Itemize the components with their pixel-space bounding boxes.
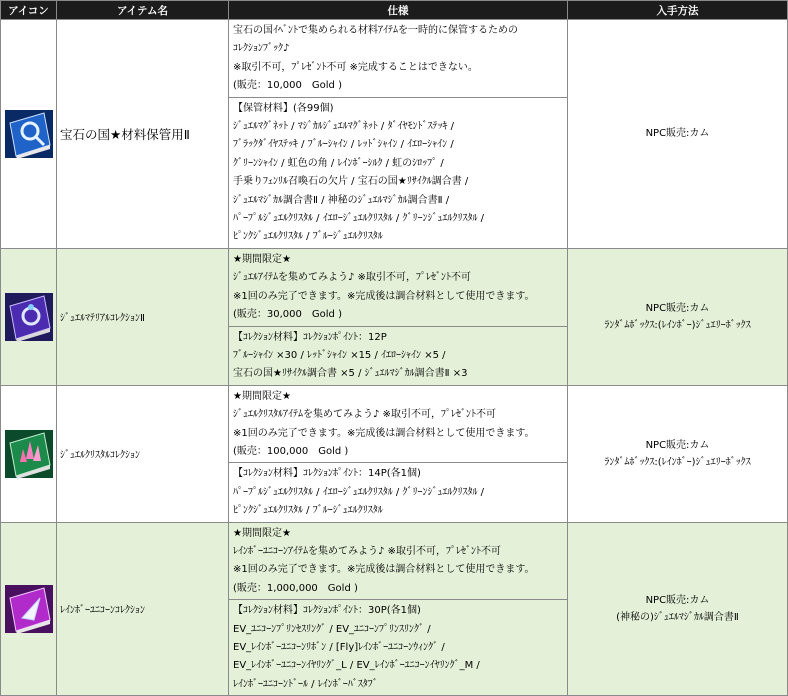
icon-cell <box>1 20 57 249</box>
acquisition-line: NPC販売:カム <box>645 302 710 314</box>
spec-materials <box>229 600 568 696</box>
spec-line: 【ｺﾚｸｼｮﾝ材料】ｺﾚｸｼｮﾝﾎﾟｲﾝﾄ：14P(各1個) <box>233 468 421 480</box>
spec-line: ★期間限定★ <box>233 390 291 402</box>
acquisition-line: ﾗﾝﾀﾞﾑﾎﾞｯｸｽ:(ﾚｲﾝﾎﾞｰ)ｼﾞｭｴﾘｰﾎﾞｯｸｽ <box>604 319 751 331</box>
spec-line: ﾋﾟﾝｸｼﾞｭｴﾙｸﾘｽﾀﾙ / ﾌﾞﾙｰｼﾞｭｴﾙｸﾘｽﾀﾙ <box>233 505 383 517</box>
acquisition-line: ﾗﾝﾀﾞﾑﾎﾞｯｸｽ:(ﾚｲﾝﾎﾞｰ)ｼﾞｭｴﾘｰﾎﾞｯｸｽ <box>604 456 751 468</box>
spec-line: ※取引不可，ﾌﾟﾚｾﾞﾝﾄ不可 ※完成することはできない。 <box>233 61 478 73</box>
item-name-text: 宝石の国★材料保管用Ⅱ <box>60 126 190 142</box>
spec-line: 宝石の国★ﾘｻｲｸﾙ調合書 ×5 / ｼﾞｭｴﾙﾏｼﾞｶﾙ調合書Ⅱ ×3 <box>233 368 468 380</box>
spec-line: ※1回のみ完了できます。※完成後は調合材料として使用できます。 <box>233 564 535 576</box>
spec-line: ｼﾞｭｴﾙｸﾘｽﾀﾙｱｲﾃﾑを集めてみよう♪ ※取引不可，ﾌﾟﾚｾﾞﾝﾄ不可 <box>233 409 496 421</box>
spec-line: ｺﾚｸｼｮﾝﾌﾞｯｸ♪ <box>233 43 290 55</box>
spec-line: ｼﾞｭｴﾙﾏｸﾞﾈｯﾄ / ﾏｼﾞｶﾙｼﾞｭｴﾙﾏｸﾞﾈｯﾄ / ﾀﾞｲﾔﾓﾝﾄﾞｽﾃｯｷ / <box>233 121 455 133</box>
spec-line: ﾚｲﾝﾎﾞｰﾕﾆｺｰﾝｱｲﾃﾑを集めてみよう♪ ※取引不可，ﾌﾟﾚｾﾞﾝﾄ不可 <box>233 545 501 557</box>
acquisition-line: (神秘の)ｼﾞｭｴﾙﾏｼﾞｶﾙ調合書Ⅱ <box>616 611 739 623</box>
table-row <box>1 522 788 600</box>
header-name: アイテム名 <box>57 1 229 20</box>
acquisition-line: NPC販売:カム <box>645 128 710 140</box>
table-header-row <box>1 1 788 20</box>
spec-line: ﾚｲﾝﾎﾞｰﾕﾆｺｰﾝﾄﾞｰﾙ / ﾚｲﾝﾎﾞｰﾊﾞｽﾀﾌﾞ <box>233 678 378 690</box>
spec-line: 【ｺﾚｸｼｮﾝ材料】ｺﾚｸｼｮﾝﾎﾟｲﾝﾄ：30P(各1個) <box>233 605 421 617</box>
spec-materials <box>229 463 568 522</box>
acquisition-line: NPC販売:カム <box>645 439 710 451</box>
spec-line: (販売：10,000 Gold ) <box>233 80 342 92</box>
spec-line: ★期間限定★ <box>233 253 291 265</box>
table-row <box>1 248 788 326</box>
item-name <box>57 522 229 696</box>
acquisition-line: NPC販売:カム <box>645 594 710 606</box>
acquisition-cell <box>568 248 788 385</box>
spec-line: ｸﾞﾘｰﾝｼｬｲﾝ / 虹色の角 / ﾚｲﾝﾎﾞｰｼﾙｸ / 虹のｼﾛｯﾌﾟ / <box>233 157 444 169</box>
item-name-text: ｼﾞｭｴﾙﾏﾃﾘｱﾙｺﾚｸｼｮﾝⅡ <box>60 313 145 325</box>
item-name <box>57 20 229 249</box>
spec-materials <box>229 326 568 385</box>
spec-line: ﾌﾞﾗｯｸﾀﾞｲﾔｽﾃｯｷ / ﾌﾞﾙｰｼｬｲﾝ / ﾚｯﾄﾞｼｬｲﾝ / ｲｴﾛｰｼｬｲﾝ / <box>233 139 454 151</box>
spec-line: ★期間限定★ <box>233 527 291 539</box>
icon-cell <box>1 522 57 696</box>
spec-description <box>229 20 568 98</box>
spec-line: 宝石の国ｲﾍﾞﾝﾄで集められる材料ｱｲﾃﾑを一時的に保管するための <box>233 25 518 36</box>
spec-line: EV_ﾕﾆｺｰﾝﾌﾟﾘﾝｾｽﾘﾝｸﾞ / EV_ﾕﾆｺｰﾝﾌﾟﾘﾝｽﾘﾝｸﾞ / <box>233 623 431 635</box>
spec-line: ｼﾞｭｴﾙｱｲﾃﾑを集めてみよう♪ ※取引不可，ﾌﾟﾚｾﾞﾝﾄ不可 <box>233 272 471 284</box>
spec-line: ｼﾞｭｴﾙﾏｼﾞｶﾙ調合書Ⅱ / 神秘のｼﾞｭｴﾙﾏｼﾞｶﾙ調合書Ⅱ / <box>233 194 450 206</box>
table-row <box>1 20 788 98</box>
spec-line: EV_ﾚｲﾝﾎﾞｰﾕﾆｺｰﾝｲﾔﾘﾝｸﾞ_L / EV_ﾚｲﾝﾎﾞｰﾕﾆｺｰﾝｲﾔﾘﾝｸﾞ_M / <box>233 660 480 672</box>
icon-cell <box>1 385 57 522</box>
pink-book-horn-icon <box>4 584 54 634</box>
spec-line: ﾋﾟﾝｸｼﾞｭｴﾙｸﾘｽﾀﾙ / ﾌﾞﾙｰｼﾞｭｴﾙｸﾘｽﾀﾙ <box>233 231 383 243</box>
spec-line: ﾊﾟｰﾌﾟﾙｼﾞｭｴﾙｸﾘｽﾀﾙ / ｲｴﾛｰｼﾞｭｴﾙｸﾘｽﾀﾙ / ｸﾞﾘｰﾝｼﾞｭｴﾙｸﾘｽﾀﾙ / <box>233 213 485 225</box>
spec-line: 手乗りﾌｪﾝﾘﾙ召喚石の欠片 / 宝石の国★ﾘｻｲｸﾙ調合書 / <box>233 176 469 188</box>
spec-materials <box>229 97 568 248</box>
item-name-text: ﾚｲﾝﾎﾞｰﾕﾆｺｰﾝｺﾚｸｼｮﾝ <box>60 605 145 617</box>
spec-line: ﾊﾟｰﾌﾟﾙｼﾞｭｴﾙｸﾘｽﾀﾙ / ｲｴﾛｰｼﾞｭｴﾙｸﾘｽﾀﾙ / ｸﾞﾘｰﾝｼﾞｭｴﾙｸﾘｽﾀﾙ / <box>233 486 485 498</box>
spec-line: ※1回のみ完了できます。※完成後は調合材料として使用できます。 <box>233 427 535 439</box>
spec-line: (販売：30,000 Gold ) <box>233 309 342 321</box>
spec-line: (販売：1,000,000 Gold ) <box>233 582 358 594</box>
header-source: 入手方法 <box>568 1 788 20</box>
spec-line: 【保管材料】(各99個) <box>233 102 334 114</box>
spec-line: ※1回のみ完了できます。※完成後は調合材料として使用できます。 <box>233 290 535 302</box>
icon-cell <box>1 248 57 385</box>
blue-book-magnifier-icon <box>4 109 54 159</box>
item-name-text: ｼﾞｭｴﾙｸﾘｽﾀﾙｺﾚｸｼｮﾝ <box>60 450 140 462</box>
acquisition-cell <box>568 385 788 522</box>
spec-description <box>229 522 568 600</box>
spec-line: (販売：100,000 Gold ) <box>233 445 349 457</box>
purple-book-ring-icon <box>4 292 54 342</box>
header-spec: 仕様 <box>229 1 568 20</box>
spec-line: 【ｺﾚｸｼｮﾝ材料】ｺﾚｸｼｮﾝﾎﾟｲﾝﾄ：12P <box>233 331 387 343</box>
spec-description <box>229 248 568 326</box>
acquisition-cell <box>568 20 788 249</box>
spec-line: EV_ﾚｲﾝﾎﾞｰﾕﾆｺｰﾝﾘﾎﾞﾝ / [Fly]ﾚｲﾝﾎﾞｰﾕﾆｺｰﾝｳｨﾝｸﾞ / <box>233 642 445 653</box>
spec-line: ﾌﾞﾙｰｼｬｲﾝ ×30 / ﾚｯﾄﾞｼｬｲﾝ ×15 / ｲｴﾛｰｼｬｲﾝ ×5 / <box>233 349 446 361</box>
item-name <box>57 385 229 522</box>
header-icon: アイコン <box>1 1 57 20</box>
acquisition-cell <box>568 522 788 696</box>
table-row <box>1 385 788 463</box>
item-name <box>57 248 229 385</box>
green-book-crystal-icon <box>4 429 54 479</box>
spec-description <box>229 385 568 463</box>
